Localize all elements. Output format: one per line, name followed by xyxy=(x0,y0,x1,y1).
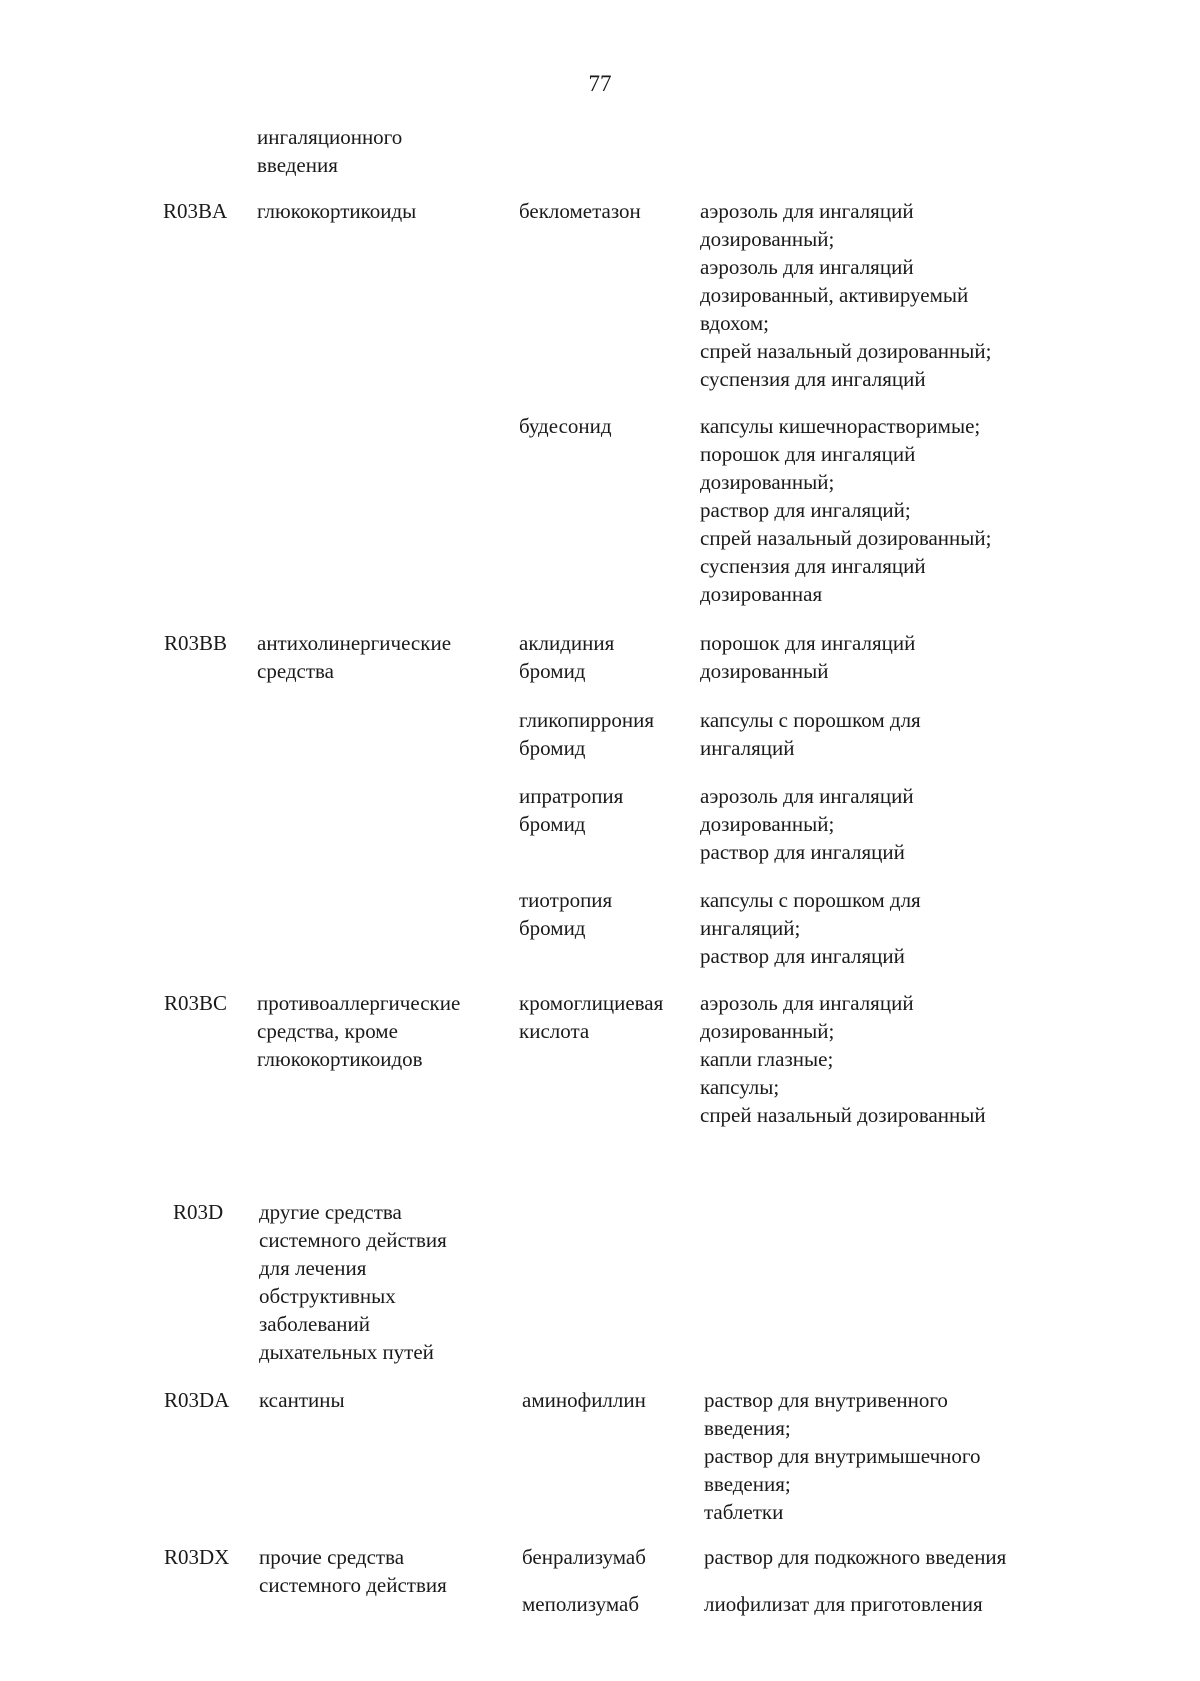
drug-name: будесонид xyxy=(519,414,612,438)
page-number: 77 xyxy=(588,71,612,96)
drug-name: гликопиррония бромид xyxy=(519,708,655,760)
dosage-forms: капсулы с порошком для ингаляций xyxy=(700,708,921,760)
atc-code: R03BB xyxy=(164,631,228,655)
group-name: антихолинергические средства xyxy=(257,631,452,683)
atc-code: R03BA xyxy=(163,199,228,223)
group-name: ксантины xyxy=(259,1388,345,1412)
group-name: ингаляционного введения xyxy=(257,125,403,177)
drug-name: ипратропия бромид xyxy=(519,784,624,836)
dosage-forms: раствор для внутривенного введения; раствор для внутримышечного введения; таблетки xyxy=(704,1388,981,1524)
group-name: другие средства системного действия для лечения обструктивных заболеваний дыхательных путей xyxy=(259,1200,447,1364)
drug-name: бенрализумаб xyxy=(522,1545,646,1569)
group-name: глюкокортикоиды xyxy=(257,199,417,223)
dosage-forms: аэрозоль для ингаляций дозированный; капли глазные; капсулы; спрей назальный дозированный xyxy=(700,991,986,1127)
drug-name: аклидиния бромид xyxy=(519,631,615,683)
dosage-forms: аэрозоль для ингаляций дозированный; раствор для ингаляций xyxy=(700,784,914,864)
group-name: прочие средства системного действия xyxy=(259,1545,447,1597)
dosage-forms: аэрозоль для ингаляций дозированный; аэрозоль для ингаляций дозированный, активируемый вдохом; спрей назальный дозированный; суспензия для ингаляций xyxy=(700,199,992,391)
dosage-forms: лиофилизат для приготовления xyxy=(704,1592,983,1616)
dosage-forms: капсулы с порошком для ингаляций; раствор для ингаляций xyxy=(700,888,921,968)
atc-code: R03BC xyxy=(164,991,228,1015)
group-name: противоаллергические средства, кроме глюкокортикоидов xyxy=(257,991,461,1071)
dosage-forms: капсулы кишечнорастворимые; порошок для ингаляций дозированный; раствор для ингаляций; спрей назальный дозированный; суспензия для ингаляций дозированная xyxy=(700,414,992,606)
dosage-forms: порошок для ингаляций дозированный xyxy=(700,631,916,683)
atc-code: R03DA xyxy=(164,1388,230,1412)
drug-name: беклометазон xyxy=(519,199,641,223)
drug-name: аминофиллин xyxy=(522,1388,646,1412)
atc-code: R03D xyxy=(173,1200,224,1224)
drug-name: кромоглициевая кислота xyxy=(519,991,664,1043)
drug-name: тиотропия бромид xyxy=(519,888,613,940)
drug-name: меполизумаб xyxy=(522,1592,640,1616)
dosage-forms: раствор для подкожного введения xyxy=(704,1545,1007,1569)
atc-code: R03DX xyxy=(164,1545,230,1569)
